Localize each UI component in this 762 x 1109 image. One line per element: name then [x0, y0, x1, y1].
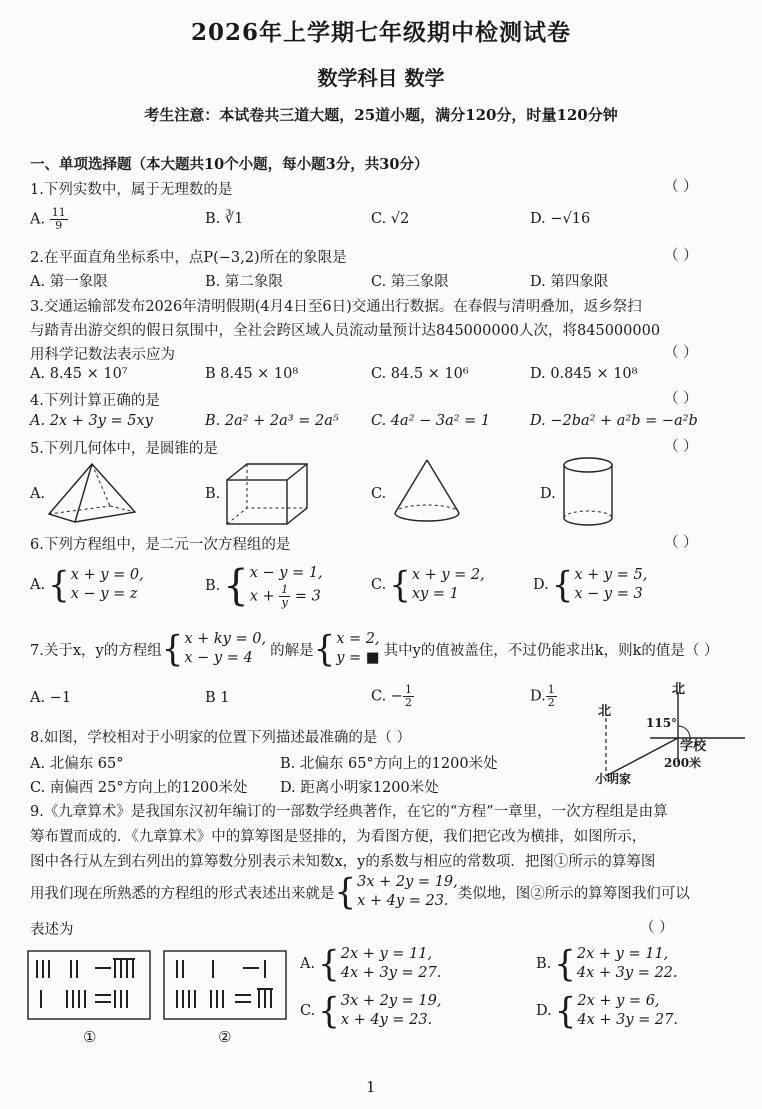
cone-figure: [392, 458, 462, 526]
q6-c-label: C.: [371, 577, 387, 593]
q5-option-a-label: A.: [30, 486, 46, 502]
q1-a-label: A.: [30, 211, 46, 228]
q7-mid: 的解是: [270, 642, 314, 659]
q9-option-a: [300, 945, 441, 983]
q7-option-c: [371, 684, 414, 709]
q4-option-b: B. 2a² + 2a³ = 2a⁵: [205, 413, 339, 429]
q3-option-a: A. 8.45 × 10⁷: [30, 366, 128, 382]
q1-answer-blank: （ ）: [664, 179, 698, 195]
q1-a-den: 9: [55, 219, 63, 232]
q5-answer-blank: （ ）: [664, 439, 698, 455]
q7-c-num: 1: [404, 683, 412, 696]
q5-option-c-label: C.: [371, 486, 387, 502]
cube-figure: [225, 462, 310, 527]
exam-subtitle: 数学科目 数学: [317, 66, 445, 90]
q6-b-line1: x − y = 1,: [249, 565, 323, 581]
q8-option-b: B. 北偏东 65°方向上的1200米处: [280, 756, 498, 772]
q9-d-line2: 4x + 3y = 27.: [577, 1012, 678, 1028]
q9-option-c: [300, 992, 441, 1030]
q3-line1: 3.交通运输部发布2026年清明假期(4月4日至6日)交通出行数据。在春假与清明叠加，返乡祭扫: [30, 299, 642, 315]
q4-stem: 4.下列计算正确的是: [30, 393, 160, 409]
rod-figure-2-label: ②: [218, 1028, 232, 1046]
q8-stem: 8.如图，学校相对于小明家的位置下列描述最准确的是（ ）: [30, 730, 411, 746]
rod-figure-2: [163, 950, 288, 1022]
q7-pre: 7.关于x，y的方程组: [30, 642, 162, 659]
q3-option-b: B 8.45 × 10⁸: [205, 366, 299, 382]
brace-icon: {: [48, 564, 70, 606]
q9-line3: 图中各行从左到右列出的算筹数分别表示未知数x，y的系数与相应的常数项．把图①所示的算筹图: [30, 854, 656, 870]
q4-option-c: C. 4a² − 3a² = 1: [371, 413, 491, 429]
rod-figure-1-label: ①: [83, 1028, 97, 1046]
q2-option-d: D. 第四象限: [530, 274, 609, 290]
q3-answer-blank: （ ）: [664, 345, 698, 361]
q7-option-a: A. −1: [30, 690, 72, 706]
q3-line2: 与踏青出游交织的假日氛围中，全社会跨区域人员流动量预计达845000000人次，将845000000: [30, 323, 661, 339]
q9-a-label: A.: [300, 956, 316, 972]
q3-line3: 用科学记数法表示应为: [30, 347, 175, 363]
q7-d-den: 2: [547, 696, 555, 709]
q5-stem: 5.下列几何体中，是圆锥的是: [30, 441, 218, 457]
q1-option-d: D. −√16: [530, 211, 591, 227]
q7-option-d: [530, 684, 557, 709]
exam-notice: 考生注意：本试卷共三道大题，25道小题，满分120分，时量120分钟: [144, 106, 618, 124]
brace-icon: {: [389, 564, 411, 606]
q1-a-fraction: [50, 207, 68, 232]
q7-d-label: D.: [530, 688, 546, 705]
q6-answer-blank: （ ）: [664, 535, 698, 551]
q9-eq1: 3x + 2y = 19,: [357, 874, 458, 890]
q8-option-c: C. 南偏西 25°方向上的1200米处: [30, 780, 248, 796]
q2-option-c: C. 第三象限: [371, 274, 449, 290]
q8-fig-angle: 115°: [646, 716, 678, 730]
q9-d-label: D.: [536, 1003, 552, 1019]
q7-stem: [30, 630, 718, 668]
q1-a-num: 11: [51, 206, 66, 219]
q4-option-d: D. −2ba² + a²b = −a²b: [530, 413, 698, 429]
pyramid-figure: [45, 462, 140, 524]
q9-option-d: [536, 992, 678, 1030]
q1-stem: 1.下列实数中，属于无理数的是: [30, 182, 233, 198]
brace-icon: {: [334, 871, 357, 913]
q8-fig-school: 学校: [680, 739, 707, 754]
q7-d-num: 1: [547, 683, 555, 696]
q6-b-label: B.: [205, 577, 221, 594]
q9-line1: 9.《九章算术》是我国东汉初年编订的一部数学经典著作，在它的“方程”一章里，一次方程组是由算: [30, 804, 668, 820]
q9-line4: [30, 873, 690, 911]
q7-sol-line2: y = ■: [336, 650, 380, 666]
q6-b-num: 1: [281, 583, 289, 596]
q6-d-line1: x + y = 5,: [574, 567, 648, 583]
q6-a-label: A.: [30, 577, 46, 593]
q6-option-a: [30, 566, 144, 604]
q7-c-label: C. −: [371, 688, 403, 705]
q7-sol-line1: x = 2,: [336, 631, 380, 647]
section-heading: 一、单项选择题（本大题共10个小题，每小题3分，共30分）: [30, 156, 429, 173]
q6-b-den: y: [281, 596, 288, 609]
q6-b-line2: [250, 584, 323, 609]
brace-icon: {: [313, 628, 336, 670]
q3-option-d: D. 0.845 × 10⁸: [530, 366, 638, 382]
q6-stem: 6.下列方程组中，是二元一次方程组的是: [30, 537, 291, 553]
q6-option-d: [533, 566, 647, 604]
q1-option-b: B. ∛1: [205, 211, 244, 227]
q8-fig-north-left: 北: [598, 704, 612, 719]
q7-post: 其中y的值被盖住，不过仍能求出k，则k的值是（ ）: [383, 642, 719, 659]
q6-a-line1: x + y = 0,: [70, 567, 144, 583]
q5-option-d-label: D.: [540, 486, 556, 502]
q1-option-c: C. √2: [371, 211, 410, 227]
q9-line5: 表述为: [30, 922, 74, 938]
q7-sys-line2: x − y = 4: [184, 650, 253, 666]
q2-option-b: B. 第二象限: [205, 274, 283, 290]
q5-option-b-label: B.: [205, 486, 221, 502]
q8-option-a: A. 北偏东 65°: [30, 756, 124, 772]
cylinder-figure: [562, 456, 614, 528]
q9-d-line1: 2x + y = 6,: [577, 993, 660, 1009]
q8-fig-scale: 200米: [664, 756, 702, 770]
q9-answer-blank: （ ）: [640, 920, 674, 936]
q3-option-c: C. 84.5 × 10⁶: [371, 366, 469, 382]
brace-icon: {: [551, 564, 574, 606]
q6-option-c: [371, 566, 485, 604]
q7-d-fraction: [546, 684, 557, 709]
q1-option-a: [30, 207, 68, 232]
brace-icon: {: [554, 943, 576, 985]
brace-icon: {: [318, 990, 340, 1032]
q6-a-line2: x − y = z: [70, 586, 138, 602]
q7-sys-line1: x + ky = 0,: [184, 631, 267, 647]
q9-line2: 筹布置而成的．《九章算术》中的算筹图是竖排的，为看图方便，我们把它改为横排，如图所示，: [30, 829, 647, 845]
q7-option-b: B 1: [205, 690, 230, 706]
q7-c-fraction: [403, 684, 414, 709]
q6-c-line2: xy = 1: [411, 586, 459, 602]
q9-line4b: 类似地，图②所示的算筹图我们可以: [457, 885, 690, 902]
q7-c-den: 2: [404, 696, 412, 709]
q8-fig-north-right: 北: [672, 682, 686, 697]
q9-b-line1: 2x + y = 11,: [576, 946, 669, 962]
q9-line4a: 用我们现在所熟悉的方程组的形式表述出来就是: [30, 885, 335, 902]
q2-option-a: A. 第一象限: [30, 274, 108, 290]
q6-b-fraction: [279, 584, 290, 609]
exam-title: 2026年上学期七年级期中检测试卷: [190, 19, 571, 46]
q9-a-line1: 2x + y = 11,: [340, 946, 433, 962]
q6-d-line2: x − y = 3: [574, 586, 643, 602]
q6-option-b: [205, 562, 323, 609]
q9-b-line2: 4x + 3y = 22.: [576, 965, 678, 981]
q9-a-line2: 4x + 3y = 27.: [340, 965, 442, 981]
q9-c-label: C.: [300, 1003, 316, 1019]
q6-b-line2-right: = 3: [290, 588, 321, 605]
q4-option-a: A. 2x + 3y = 5xy: [30, 413, 153, 429]
q9-option-b: [536, 945, 678, 983]
brace-icon: {: [223, 561, 249, 610]
q6-b-line2-left: x +: [249, 588, 280, 605]
q9-c-line1: 3x + 2y = 19,: [340, 993, 442, 1009]
q9-b-label: B.: [536, 956, 552, 972]
brace-icon: {: [161, 628, 184, 670]
q8-fig-home: 小明家: [595, 772, 632, 786]
q9-eq2: x + 4y = 23.: [357, 893, 449, 909]
rod-figure-1: [27, 950, 152, 1022]
page-number: 1: [366, 1078, 376, 1096]
q4-answer-blank: （ ）: [664, 391, 698, 407]
brace-icon: {: [554, 990, 577, 1032]
q6-c-line1: x + y = 2,: [411, 567, 485, 583]
q2-stem: 2.在平面直角坐标系中，点P(−3,2)所在的象限是: [30, 250, 347, 266]
q8-option-d: D. 距离小明家1200米处: [280, 780, 439, 796]
q2-answer-blank: （ ）: [664, 248, 698, 264]
brace-icon: {: [318, 943, 340, 985]
q9-c-line2: x + 4y = 23.: [340, 1012, 433, 1028]
q6-d-label: D.: [533, 577, 549, 593]
